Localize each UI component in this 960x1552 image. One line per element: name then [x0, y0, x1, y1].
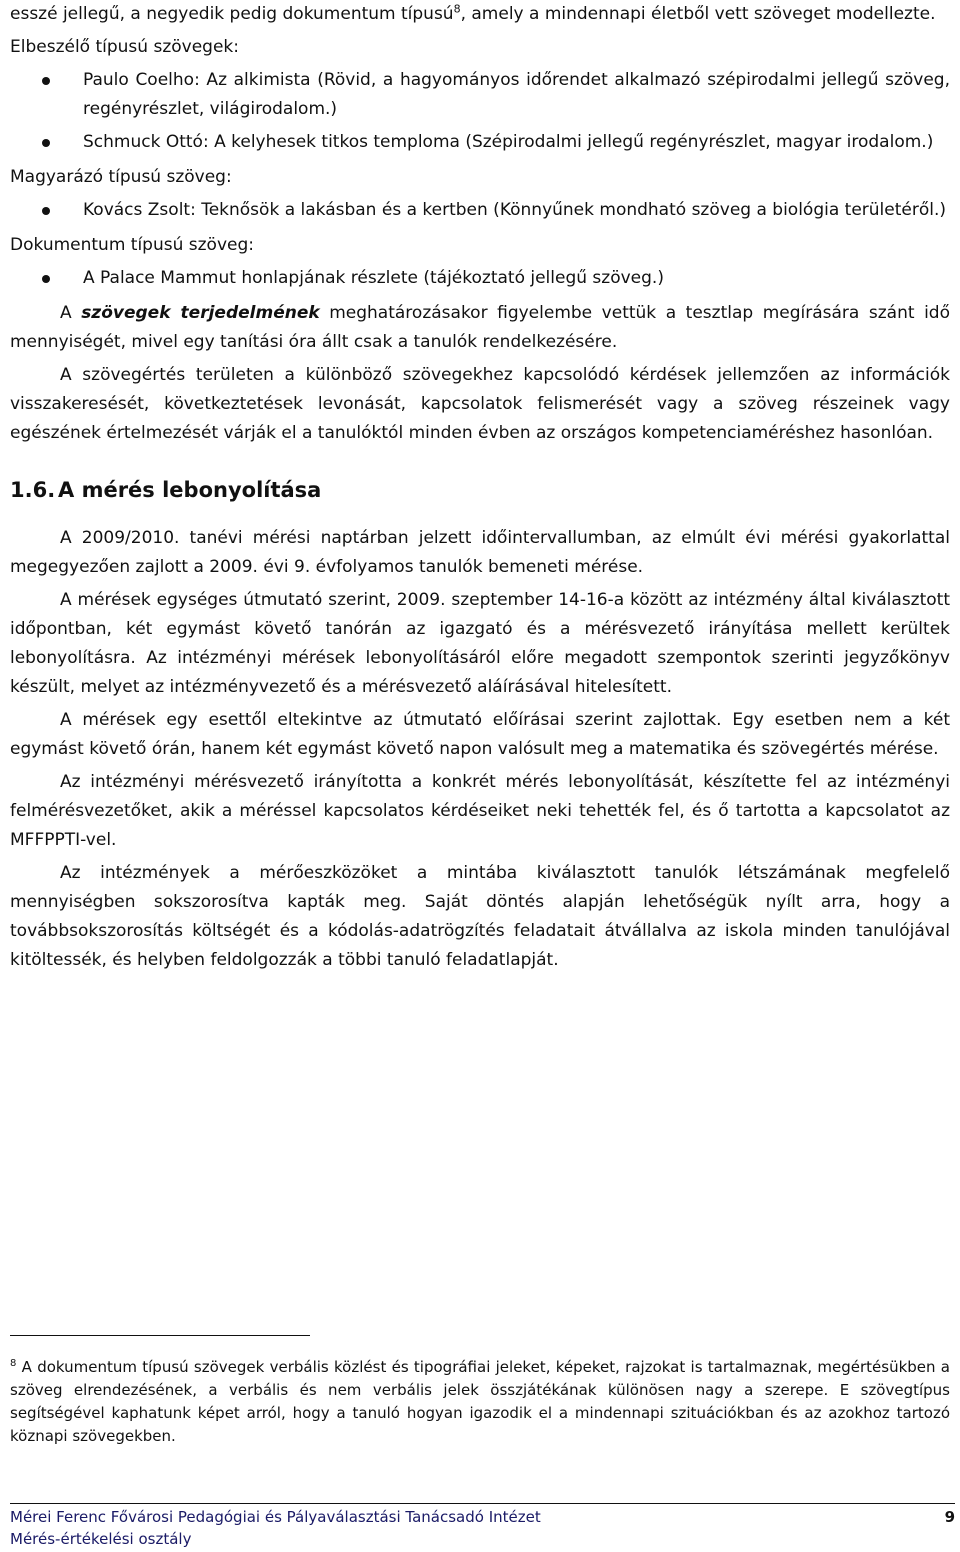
section-paragraph: A 2009/2010. tanévi mérési naptárban jelzett időintervallumban, az elmúlt évi mérési gyakorlattal megegyezően zajlott a 2009. évi 9. évfolyamos tanulók bemeneti mérése. — [10, 528, 950, 577]
expository-heading: Magyarázó típusú szöveg: — [10, 167, 232, 187]
section-title: A mérés lebonyolítása — [58, 478, 322, 502]
emphasized-term: szövegek terjedelmének — [81, 303, 320, 323]
document-page — [10, 0, 950, 979]
comprehension-paragraph: A szövegértés területen a különböző szövegekhez kapcsolódó kérdések jellemzően az információk visszakeresését, következtetések levonását, kapcsolatok felismerését vagy a szöveg részeinek vagy egészének értelmezését várják el a tanulóktól minden évben az országos kompetenciaméréshez hasonlóan. — [10, 365, 950, 443]
intro-text: esszé jellegű, a negyedik pedig dokumentum típusú — [10, 4, 454, 24]
section-paragraph: Az intézményi mérésvezető irányította a konkrét mérés lebonyolítását, készítette fel az intézményi felmérésvezetőket, akik a méréssel kapcsolatos kérdéseiket neki tehették fel, és ő tartotta a kapcsolatot az MFFPPTI-vel. — [10, 772, 950, 850]
expository-list — [10, 196, 950, 225]
bullet-icon — [42, 77, 50, 85]
list-item — [10, 128, 950, 157]
footnote-text: A dokumentum típusú szövegek verbális közlést és tipográfiai jeleket, képeket, rajzokat is tartalmaznak, megértésükben a szöveg elrendezésének, a verbális és nem verbális jelek összjátékának különösen nagy a szerepe. E szövegtípus segítségével kaphatunk képet arról, hogy a tanuló hogyan igazodik el a mindennapi szituációkban és az azokhoz tartozó köznapi szövegekben. — [10, 1358, 950, 1445]
narrative-list — [10, 66, 950, 157]
section-paragraph: Az intézmények a mérőeszközöket a mintába kiválasztott tanulók létszámának megfelelő mennyiségben sokszorosítva kapták meg. Saját döntés alapján lehetőségük nyílt arra, hogy a továbbsokszorosítás költségét és a kódolás-adatrögzítés feladatait átvállalva az iskola minden tanulójával kitöltessék, és helyben feldolgozzák a többi tanuló feladatlapját. — [10, 863, 950, 970]
bullet-icon — [42, 139, 50, 147]
footer-divider — [10, 1503, 955, 1504]
narrative-heading: Elbeszélő típusú szövegek: — [10, 37, 239, 57]
intro-paragraph — [10, 0, 950, 29]
section-paragraph: A mérések egy esettől eltekintve az útmutató előírásai szerint zajlottak. Egy esetben nem a két egymást követő órán, hanem két egymást követő napon valósult meg a matematika és szövegértés mérése. — [10, 710, 950, 759]
list-item-text: Schmuck Ottó: A kelyhesek titkos temploma (Szépirodalmi jellegű regényrészlet, magyar irodalom.) — [83, 132, 934, 152]
footnote-divider — [10, 1335, 310, 1336]
footnote-marker: 8 — [10, 1358, 17, 1369]
text-length-paragraph — [10, 299, 950, 357]
list-item — [10, 66, 950, 124]
bullet-icon — [42, 207, 50, 215]
footnote — [10, 1356, 950, 1448]
list-item — [10, 196, 950, 225]
page-number: 9 — [944, 1508, 955, 1526]
section-number: 1.6. — [10, 478, 56, 502]
bullet-icon — [42, 275, 50, 283]
section-paragraph: A mérések egységes útmutató szerint, 2009. szeptember 14-16-a között az intézmény által kiválasztott időpontban, két egymást követő tanórán az igazgató és a mérésvezető irányítása mellett kerültek lebonyolításra. Az intézményi mérések lebonyolításáról előre megadott szempontok szerinti jegyzőkönyv készült, melyet az intézményvezető és a mérésvezető aláírásával hitelesített. — [10, 590, 950, 697]
footnote-reference[interactable]: 8 — [453, 2, 461, 16]
text-length-lead: A — [60, 303, 82, 323]
list-item-text: Kovács Zsolt: Teknősök a lakásban és a kertben (Könnyűnek mondható szöveg a biológia területéről.) — [83, 200, 947, 220]
page-footer — [10, 1506, 955, 1550]
footer-institution: Mérei Ferenc Fővárosi Pedagógiai és Pályaválasztási Tanácsadó Intézet — [10, 1508, 541, 1526]
list-item-text: A Palace Mammut honlapjának részlete (tájékoztató jellegű szöveg.) — [83, 268, 664, 288]
footer-department: Mérés-értékelési osztály — [10, 1530, 192, 1548]
text-length-rest: meghatározásakor figyelembe vettük a tesztlap megírására szánt idő mennyiségét, mivel egy tanítási óra állt csak a tanulók rendelkezésére. — [10, 303, 950, 352]
section-heading — [10, 476, 950, 504]
list-item-text: Paulo Coelho: Az alkimista (Rövid, a hagyományos időrendet alkalmazó szépirodalmi jellegű szöveg, regényrészlet, világirodalom.) — [83, 70, 950, 119]
list-item — [10, 264, 950, 293]
document-type-list — [10, 264, 950, 293]
document-type-heading: Dokumentum típusú szöveg: — [10, 235, 254, 255]
intro-text-continued: , amely a mindennapi életből vett szöveget modellezte. — [460, 4, 936, 24]
